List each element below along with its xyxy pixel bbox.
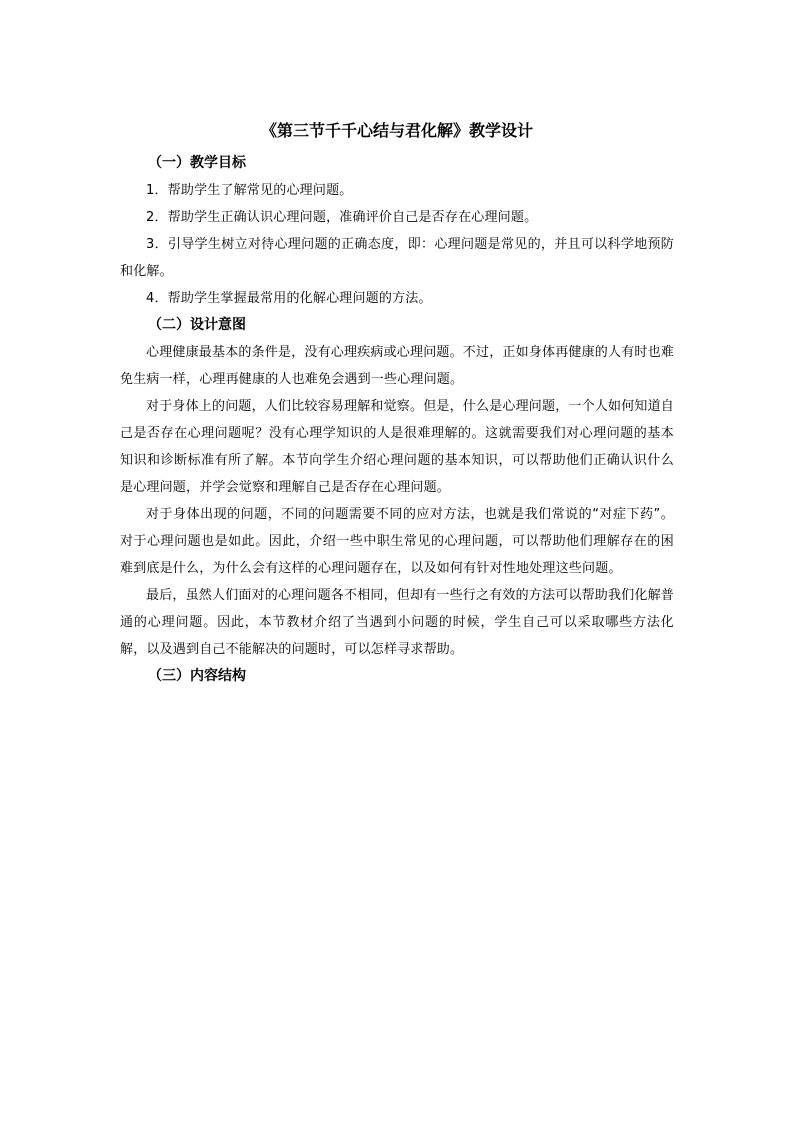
paragraph: 心理健康最基本的条件是，没有心理疾病或心理问题。不过，正如身体再健康的人有时也难免生病一样，心理再健康的人也难免会遇到一些心理问题。 [120, 345, 675, 387]
section-heading: （三）内容结构 [148, 668, 246, 684]
paragraph: 对于身体上的问题，人们比较容易理解和觉察。但是，什么是心理问题，一个人如何知道自己是否存在心理问题呢？没有心理学知识的人是很难理解的。这就需要我们对心理问题的基本知识和诊断标准有所了解。本节向学生介绍心理问题的基本知识，可以帮助他们正确认识什么是心理问题，并学会觉察和理解自己是否存在心理问题。 [120, 399, 675, 495]
paragraph: 1．帮助学生了解常见的心理问题。 [146, 183, 353, 198]
paragraph: 3．引导学生树立对待心理问题的正确态度，即：心理问题是常见的，并且可以科学地预防和化解。 [120, 237, 674, 279]
section-design-intent [120, 312, 674, 663]
section-heading: （一）教学目标 [148, 155, 246, 171]
section-heading: （二）设计意图 [148, 317, 246, 333]
paragraph: 最后，虽然人们面对的心理问题各不相同，但却有一些行之有效的方法可以帮助我们化解普通的心理问题。因此，本节教材介绍了当遇到小问题的时候，学生自己可以采取哪些方法化解，以及遇到自己不能解决的问题时，可以怎样寻求帮助。 [120, 588, 675, 657]
paragraph: 对于身体出现的问题，不同的问题需要不同的应对方法，也就是我们常说的“对症下药”。对于心理问题也是如此。因此，介绍一些中职生常见的心理问题，可以帮助他们理解存在的困难到底是什么，为什么会有这样的心理问题存在，以及如何有针对性地处理这些问题。 [120, 507, 674, 576]
section-teaching-goals [120, 150, 674, 312]
paragraph: 4．帮助学生掌握最常用的化解心理问题的方法。 [146, 291, 432, 306]
section-content-structure [120, 663, 674, 690]
document-content [120, 118, 674, 690]
document-title: 《第三节千千心结与君化解》教学设计 [260, 121, 533, 140]
paragraph: 2．帮助学生正确认识心理问题，准确评价自己是否存在心理问题。 [146, 210, 538, 225]
